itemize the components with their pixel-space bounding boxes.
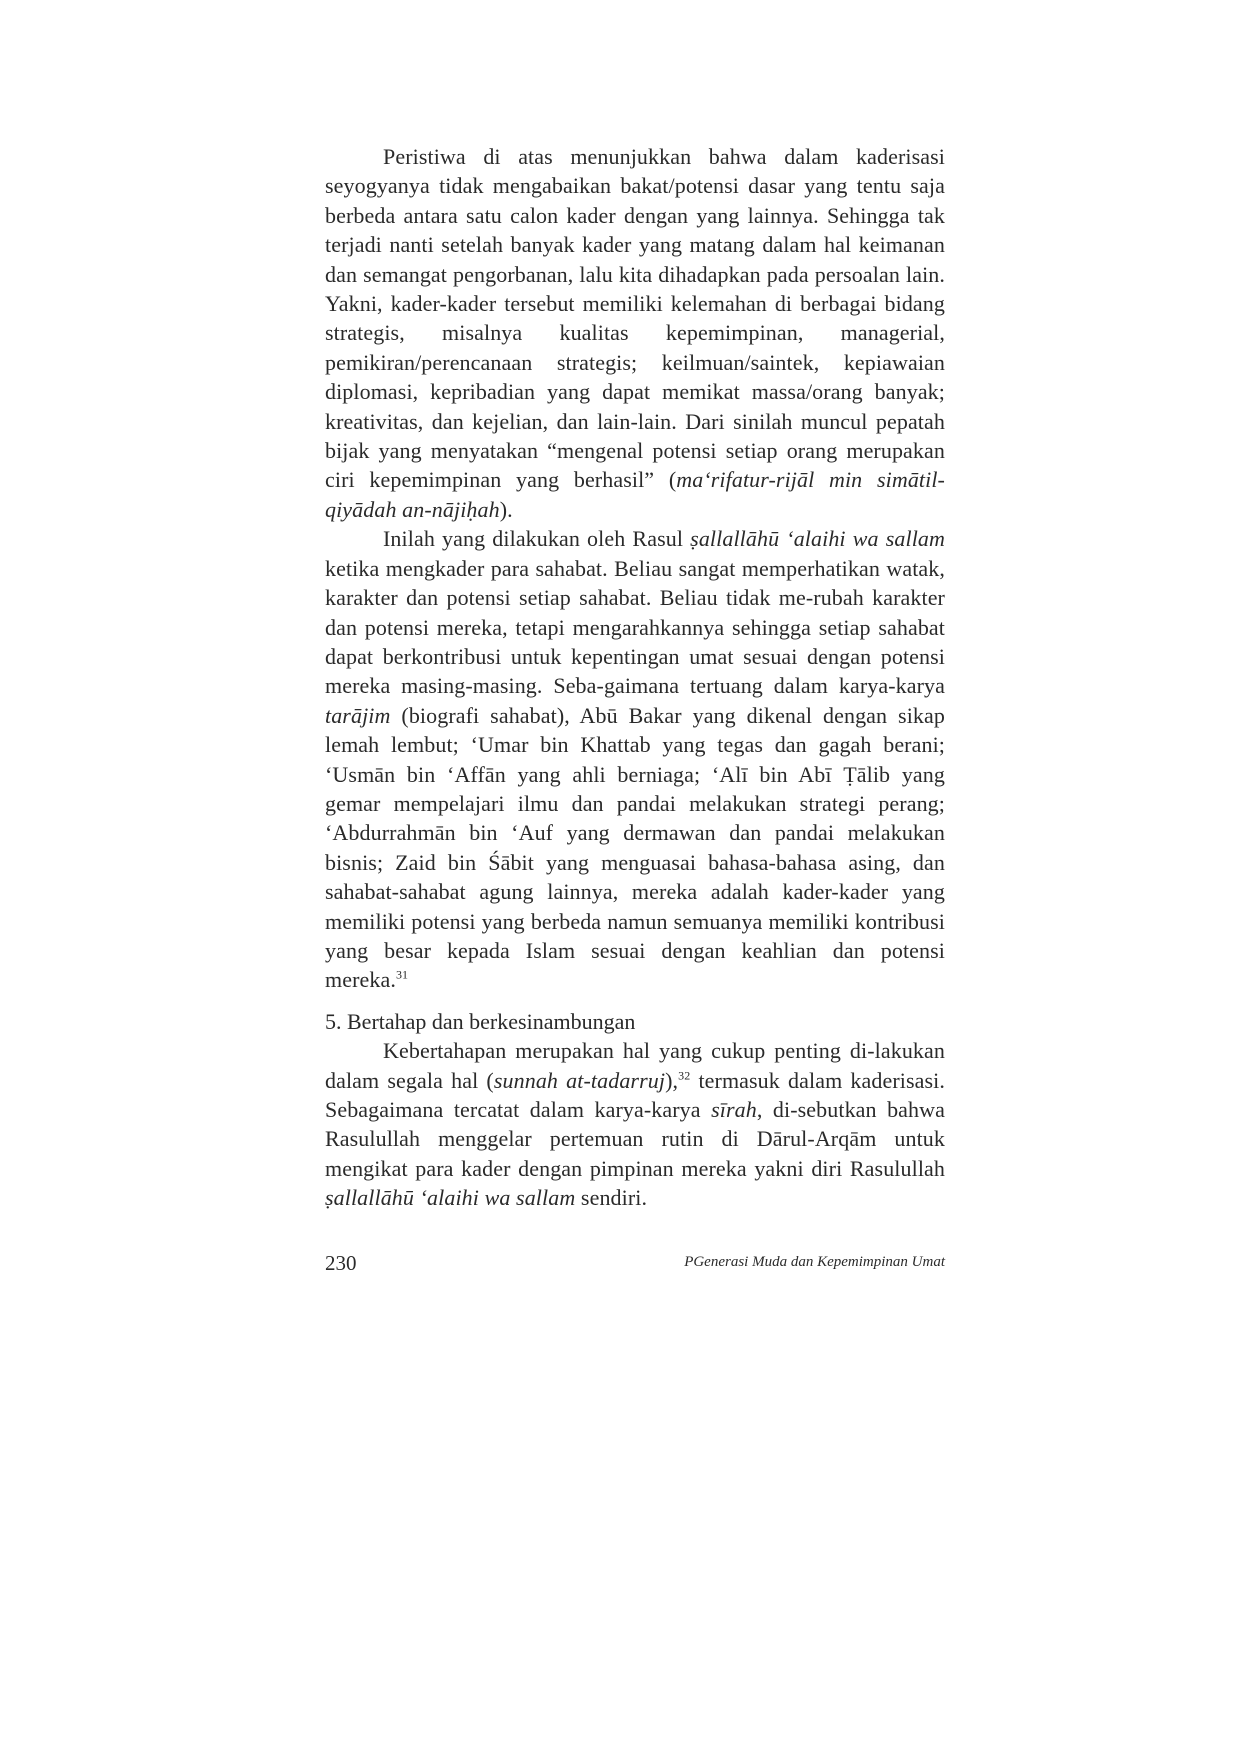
paragraph-1-closing: ). — [499, 496, 513, 522]
paragraph-1 — [325, 142, 945, 524]
paragraph-3-text-a: Kebertahapan merupakan hal yang cukup penting di-lakukan dalam segala hal ( — [325, 1038, 945, 1093]
running-title: PGenerasi Muda dan Kepemimpinan Umat — [684, 1254, 945, 1270]
page-body — [325, 142, 945, 1213]
paragraph-2-text-a: Inilah yang dilakukan oleh Rasul — [383, 526, 691, 552]
paragraph-3-text-b: ), — [665, 1067, 679, 1093]
paragraph-3-italic-term: sunnah at-tadarruj — [493, 1067, 666, 1093]
paragraph-2-text-c: (biografi sahabat), Abū Bakar yang dikenal dengan sikap lemah lembut; ‘Umar bin Khattab yang tegas dan gagah berani; ‘Usmān bin ‘Affān yang ahli berniaga; ‘Alī bin Abī Ṭālib yang gemar mempelajari ilmu dan pandai melakukan strategi perang; ‘Abdurrahmān bin ‘Auf yang dermawan dan pandai melakukan bisnis; Zaid bin Śābit yang menguasai bahasa-bahasa asing, dan sahabat-sahabat agung lainnya, mereka adalah kader-kader yang memiliki potensi yang berbeda namun semuanya memiliki kontribusi yang besar kepada Islam sesuai dengan keahlian dan potensi mereka. — [325, 702, 945, 993]
paragraph-2-italic-term: tarājim — [325, 702, 391, 728]
paragraph-3-text-c: termasuk dalam kaderisasi. Sebagaimana tercatat dalam karya-karya — [325, 1067, 945, 1122]
paragraph-2-text-b: ketika mengkader para sahabat. Beliau sangat memperhatikan watak, karakter dan potensi setiap sahabat. Beliau tidak me-rubah karakter dan potensi mereka, tetapi mengarahkannya sehingga setiap sahabat dapat berkontribusi untuk kepentingan umat sesuai dengan potensi mereka masing-masing. Seba-gaimana tertuang dalam karya-karya — [325, 555, 945, 699]
page-number: 230 — [325, 1251, 357, 1275]
paragraph-3-italic-salutation: ṣallallāhū ‘alaihi wa sallam — [325, 1185, 576, 1211]
paragraph-2-italic-salutation: ṣallallāhū ‘alaihi wa sallam — [690, 526, 945, 552]
page-footer — [325, 1251, 945, 1281]
paragraph-3-text-e: sendiri. — [575, 1185, 648, 1211]
section-heading: 5. Bertahap dan berkesinambungan — [325, 1008, 636, 1034]
paragraph-1-italic-term: ma‘rifatur-rijāl min simātil-qiyādah an-nājiḥah — [325, 467, 945, 522]
paragraph-1-text: Peristiwa di atas menunjukkan bahwa dalam kaderisasi seyogyanya tidak mengabaikan bakat/potensi dasar yang tentu saja berbeda antara satu calon kader dengan yang lainnya. Sehingga tak terjadi nanti setelah banyak kader yang matang dalam hal keimanan dan semangat pengorbanan, lalu kita dihadapkan pada persoalan lain. Yakni, kader-kader tersebut memiliki kelemahan di berbagai bidang strategis, misalnya kualitas kepemimpinan, managerial, pemikiran/perencanaan strategis; keilmuan/saintek, kepiawaian diplomasi, kepribadian yang dapat memikat massa/orang banyak; kreativitas, dan kejelian, dan lain-lain. Dari sinilah muncul pepatah bijak yang menyatakan “mengenal potensi setiap orang merupakan ciri kepemimpinan yang berhasil” ( — [325, 144, 945, 493]
paragraph-3-text-d: , di-sebutkan bahwa Rasulullah menggelar pertemuan rutin di Dārul-Arqām untuk mengikat para kader dengan pimpinan mereka yakni diri Rasulullah — [325, 1097, 945, 1181]
footnote-marker-31: 31 — [395, 968, 409, 983]
paragraph-3-italic-sirah: sīrah — [711, 1097, 757, 1122]
paragraph-2 — [325, 524, 945, 995]
paragraph-3 — [325, 1036, 945, 1212]
footnote-marker-32: 32 — [678, 1068, 691, 1083]
